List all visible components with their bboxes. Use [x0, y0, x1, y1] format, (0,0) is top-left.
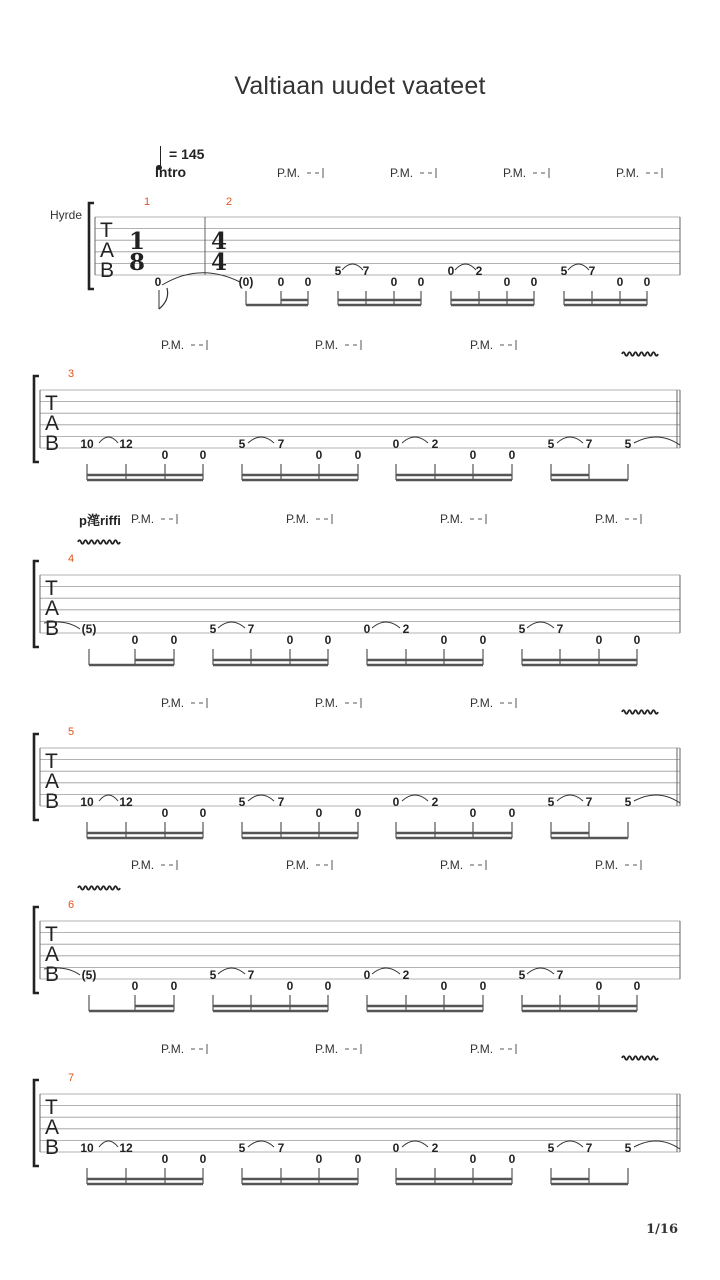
tie-arc: [402, 1141, 428, 1147]
tie-arc: [218, 622, 245, 628]
fret-number: 0: [315, 806, 323, 820]
fret-number: 2: [402, 622, 410, 636]
fret-number: 0: [354, 1152, 362, 1166]
fret-number: 5: [334, 264, 342, 278]
palm-mute-marking: P.M.: [470, 1042, 494, 1056]
bar-number: 3: [68, 368, 75, 380]
tie-arc: [568, 264, 589, 270]
tab-clef-a: A: [45, 943, 60, 966]
tie-arc: [634, 795, 680, 803]
fret-number: 0: [508, 1152, 516, 1166]
fret-number: 0: [154, 275, 162, 289]
palm-mute-marking: P.M.: [286, 858, 310, 872]
tab-clef-a: A: [45, 770, 60, 793]
tie-arc: [455, 264, 476, 270]
fret-number: 0: [324, 979, 332, 993]
system-bracket: [34, 907, 39, 993]
tie-arc: [342, 264, 363, 270]
fret-number: 0: [508, 806, 516, 820]
fret-number: 7: [247, 968, 255, 982]
fret-number: 0: [479, 979, 487, 993]
fret-number: 0: [286, 633, 294, 647]
song-title: Valtiaan uudet vaateet: [234, 72, 486, 100]
fret-number: 5: [624, 795, 632, 809]
fret-number: 0: [469, 1152, 477, 1166]
fret-number: 7: [585, 795, 593, 809]
fret-number: 0: [161, 806, 169, 820]
bar-number: 2: [226, 196, 233, 208]
tab-clef-t: T: [45, 577, 58, 600]
fret-number: 7: [247, 622, 255, 636]
fret-number: 7: [556, 968, 564, 982]
fret-number: 2: [431, 1141, 439, 1155]
tab-clef-b: B: [45, 963, 60, 986]
tie-arc: [402, 437, 428, 443]
system-bracket: [34, 376, 39, 462]
fret-number: 0: [199, 1152, 207, 1166]
fret-number: 0: [131, 979, 139, 993]
palm-mute-marking: P.M.: [390, 166, 414, 180]
fret-number: 12: [119, 437, 133, 451]
palm-mute-marking: P.M.: [315, 338, 339, 352]
fret-number: 0: [447, 264, 455, 278]
fret-number: 0: [363, 968, 371, 982]
fret-number: 2: [475, 264, 483, 278]
fret-number: 10: [80, 437, 94, 451]
fret-number: 0: [354, 806, 362, 820]
system-bracket: [34, 561, 39, 647]
fret-number: 5: [518, 968, 526, 982]
fret-number: 7: [277, 795, 285, 809]
fret-number: 0: [286, 979, 294, 993]
fret-number: (0): [238, 275, 254, 289]
tie-arc: [402, 795, 428, 801]
tempo-value: = 145: [169, 146, 205, 162]
fret-number: 7: [588, 264, 596, 278]
tie-arc: [248, 1141, 274, 1147]
fret-number: 7: [277, 437, 285, 451]
tie-arc: [99, 795, 118, 801]
time-signature-top: 1: [128, 228, 146, 255]
fret-number: 7: [585, 1141, 593, 1155]
fret-number: 0: [131, 633, 139, 647]
tab-clef-b: B: [100, 259, 115, 282]
fret-number: 5: [547, 1141, 555, 1155]
fret-number: 0: [161, 1152, 169, 1166]
fret-number: 5: [624, 437, 632, 451]
system-bracket: [89, 203, 94, 289]
fret-number: 5: [547, 795, 555, 809]
fret-number: 0: [643, 275, 651, 289]
fret-number: 0: [479, 633, 487, 647]
fret-number: 0: [469, 806, 477, 820]
section-label-intro: Intro: [155, 164, 187, 180]
tie-arc: [99, 437, 118, 443]
fret-number: 0: [170, 633, 178, 647]
palm-mute-marking: P.M.: [440, 512, 464, 526]
tab-clef-t: T: [45, 923, 58, 946]
fret-number: 0: [530, 275, 538, 289]
tab-clef-a: A: [45, 412, 60, 435]
fret-number: 5: [518, 622, 526, 636]
palm-mute-marking: P.M.: [315, 696, 339, 710]
fret-number: 5: [238, 1141, 246, 1155]
fret-number: 0: [503, 275, 511, 289]
section-label-riff: p滗riffi: [79, 513, 121, 528]
tab-clef-b: B: [45, 617, 60, 640]
palm-mute-marking: P.M.: [470, 696, 494, 710]
system-bracket: [34, 734, 39, 820]
fret-number: 0: [633, 633, 641, 647]
fret-number: 0: [469, 448, 477, 462]
tie-arc: [527, 622, 554, 628]
fret-number: (5): [81, 968, 97, 982]
fret-number: 0: [304, 275, 312, 289]
tab-clef-b: B: [45, 432, 60, 455]
fret-number: 7: [277, 1141, 285, 1155]
vibrato-icon: [622, 710, 658, 714]
fret-number: 0: [616, 275, 624, 289]
fret-number: 5: [624, 1141, 632, 1155]
fret-number: 0: [277, 275, 285, 289]
fret-number: 0: [595, 979, 603, 993]
note-flag: [159, 288, 168, 309]
fret-number: 0: [324, 633, 332, 647]
fret-number: 0: [170, 979, 178, 993]
time-signature-bottom: 4: [210, 249, 228, 276]
palm-mute-marking: P.M.: [595, 512, 619, 526]
fret-number: 0: [440, 979, 448, 993]
tie-arc: [557, 1141, 583, 1147]
bar-number: 4: [68, 553, 75, 565]
palm-mute-marking: P.M.: [131, 858, 155, 872]
vibrato-icon: [78, 886, 120, 890]
fret-number: 5: [238, 795, 246, 809]
fret-number: 5: [238, 437, 246, 451]
palm-mute-marking: P.M.: [616, 166, 640, 180]
vibrato-icon: [78, 540, 120, 544]
tab-clef-t: T: [45, 1096, 58, 1119]
tie-arc: [372, 622, 400, 628]
palm-mute-marking: P.M.: [595, 858, 619, 872]
palm-mute-marking: P.M.: [470, 338, 494, 352]
fret-number: 0: [315, 1152, 323, 1166]
bar-number: 5: [68, 726, 75, 738]
tab-clef-t: T: [45, 750, 58, 773]
fret-number: 0: [354, 448, 362, 462]
palm-mute-marking: P.M.: [315, 1042, 339, 1056]
tab-clef-a: A: [45, 1116, 60, 1139]
tie-arc: [248, 437, 274, 443]
fret-number: 0: [315, 448, 323, 462]
palm-mute-marking: P.M.: [503, 166, 527, 180]
fret-number: 0: [390, 275, 398, 289]
tie-arc: [162, 273, 240, 285]
palm-mute-marking: P.M.: [286, 512, 310, 526]
tab-clef-a: A: [100, 239, 115, 262]
fret-number: 10: [80, 1141, 94, 1155]
tab-clef-b: B: [45, 1136, 60, 1159]
tab-clef-a: A: [45, 597, 60, 620]
fret-number: 2: [431, 795, 439, 809]
fret-number: 0: [392, 437, 400, 451]
fret-number: 0: [440, 633, 448, 647]
fret-number: (5): [81, 622, 97, 636]
system-bracket: [34, 1080, 39, 1166]
fret-number: 10: [80, 795, 94, 809]
tie-arc: [634, 437, 680, 445]
fret-number: 0: [199, 806, 207, 820]
tab-clef-b: B: [45, 790, 60, 813]
fret-number: 12: [119, 1141, 133, 1155]
fret-number: 0: [392, 795, 400, 809]
tab-clef-t: T: [100, 219, 113, 242]
bar-number: 6: [68, 899, 75, 911]
tie-arc: [218, 968, 245, 974]
vibrato-icon: [622, 352, 658, 356]
fret-number: 7: [362, 264, 370, 278]
fret-number: 0: [392, 1141, 400, 1155]
fret-number: 5: [209, 622, 217, 636]
tie-arc: [557, 437, 583, 443]
fret-number: 5: [209, 968, 217, 982]
tie-arc: [634, 1141, 680, 1149]
palm-mute-marking: P.M.: [161, 1042, 185, 1056]
palm-mute-marking: P.M.: [277, 166, 301, 180]
bar-number: 7: [68, 1072, 75, 1084]
page-number: 1/16: [646, 1222, 678, 1237]
tie-arc: [372, 968, 400, 974]
fret-number: 0: [199, 448, 207, 462]
tie-arc: [557, 795, 583, 801]
fret-number: 7: [556, 622, 564, 636]
fret-number: 0: [633, 979, 641, 993]
tie-arc: [248, 795, 274, 801]
instrument-name: Hyrde: [50, 208, 83, 222]
fret-number: 0: [417, 275, 425, 289]
tab-clef-t: T: [45, 392, 58, 415]
bar-number: 1: [144, 196, 151, 208]
fret-number: 2: [431, 437, 439, 451]
tie-arc: [99, 1141, 118, 1147]
fret-number: 5: [547, 437, 555, 451]
fret-number: 2: [402, 968, 410, 982]
vibrato-icon: [622, 1056, 658, 1060]
palm-mute-marking: P.M.: [440, 858, 464, 872]
fret-number: 0: [363, 622, 371, 636]
fret-number: 0: [161, 448, 169, 462]
palm-mute-marking: P.M.: [161, 696, 185, 710]
fret-number: 12: [119, 795, 133, 809]
fret-number: 7: [585, 437, 593, 451]
time-signature-top: 4: [210, 228, 228, 255]
time-signature-bottom: 8: [128, 249, 146, 276]
palm-mute-marking: P.M.: [161, 338, 185, 352]
tie-arc: [527, 968, 554, 974]
fret-number: 5: [560, 264, 568, 278]
fret-number: 0: [595, 633, 603, 647]
palm-mute-marking: P.M.: [131, 512, 155, 526]
fret-number: 0: [508, 448, 516, 462]
